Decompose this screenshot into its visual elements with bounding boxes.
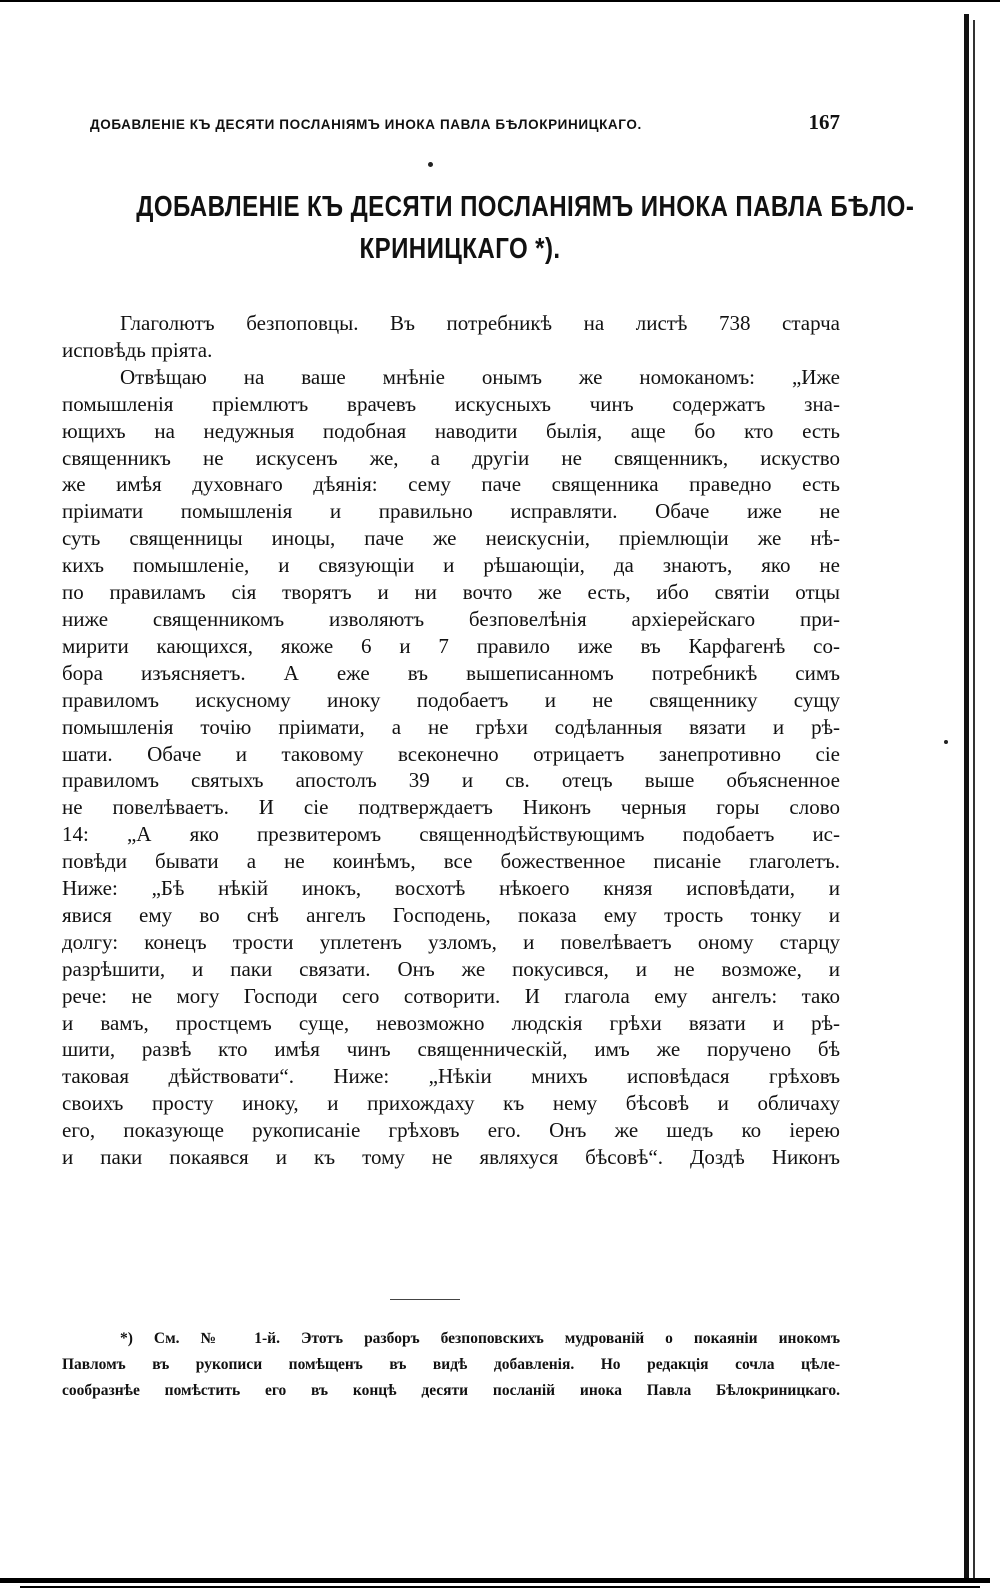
scan-edge-right-inner (973, 20, 975, 1580)
text-line: повѣди бывати а не коинѣмъ, все божественное писаніе глаголетъ. (62, 849, 840, 874)
text-line: Отвѣщаю на ваше мнѣніе онымъ же номоканомъ: „Иже (120, 364, 840, 389)
running-head-title: ДОБАВЛЕНІЕ КЪ ДЕСЯТИ ПОСЛАНІЯМЪ ИНОКА ПАВЛА БѢЛОКРИНИЦКАГО. (90, 117, 642, 132)
footnote-line: сообразнѣе помѣстить его въ концѣ десяти посланій инока Павла Бѣлокриницкаго. (62, 1382, 840, 1399)
text-line: и паки покаявся и къ тому не являхуся бѣсовѣ“. Доздѣ Никонъ (62, 1145, 840, 1170)
text-line: рече: не могу Господи сего сотворити. И глагола ему ангелъ: тако (62, 983, 840, 1008)
text-line: Глаголютъ безпоповцы. Въ потребникѣ на листѣ 738 старча (120, 311, 840, 335)
text-line: помышленія пріемлютъ врачевъ искусныхъ чинъ содержатъ зна- (62, 391, 840, 416)
text-line: исповѣдь пріята. (62, 337, 213, 362)
text-line: бора изъясняетъ. А еже въ вышеписанномъ потребникѣ симъ (62, 660, 840, 685)
text-line: явися ему во снѣ ангелъ Господень, показа ему трость тонку и (62, 902, 840, 927)
text-line: Ниже: „Бѣ нѣкій инокъ, восхотѣ нѣкоего князя исповѣдати, и (62, 876, 840, 901)
text-line: правиломъ святыхъ апостолъ 39 и св. отецъ выше объясненное (62, 768, 840, 793)
scan-edge-bottom-inner (20, 1586, 980, 1588)
text-line: таковая дѣйствовати“. Ниже: „Нѣкіи мнихъ исповѣдася грѣховъ (62, 1064, 840, 1089)
text-line: своихъ просту иноку, и прихождаху къ нему бѣсовѣ и обличаху (62, 1091, 840, 1116)
text-line: его, показующе рукописаніе грѣховъ его. Онъ же шедъ ко іерею (62, 1118, 840, 1143)
footnote-line: *) См. № 1-й. Этотъ разборъ безпоповскихъ мудрованій о покаяніи инокомъ (120, 1330, 840, 1347)
footnote-line: Павломъ въ рукописи помѣщенъ въ видѣ добавленія. Но редакція сочла цѣле- (62, 1356, 840, 1373)
text-line: 14: „А яко презвитеромъ священнодѣйствующимъ подобаетъ ис- (62, 822, 840, 847)
page-number: 167 (808, 110, 840, 134)
text-line: шати. Обаче и таковому всеконечно отрицаетъ занепротивно сіе (62, 741, 840, 766)
text-line: разрѣшити, и паки связати. Онъ же покусився, и не возможе, и (62, 956, 840, 981)
title-line: ДОБАВЛЕНІЕ КЪ ДЕСЯТИ ПОСЛАНІЯМЪ ИНОКА ПАВЛА БѢЛО- (136, 191, 915, 223)
text-line: мирити кающихся, якоже 6 и 7 правило иже въ Карфагенѣ со- (62, 633, 840, 658)
text-line: же имѣя духовнаго дѣянія: сему паче священника праведно есть (62, 472, 840, 497)
footnote-rule (390, 1299, 460, 1300)
text-line: кихъ помышленіе, и связующіи и рѣшающіи, да знаютъ, яко не (62, 553, 840, 578)
title-line: КРИНИЦКАГО *). (359, 233, 561, 265)
scan-edge-bottom (0, 1578, 990, 1583)
article-title (136, 186, 915, 270)
scan-speck (944, 740, 948, 744)
text-line: долгу: конецъ трости уплетенъ узломъ, и повелѣваетъ оному старцу (62, 929, 840, 954)
scan-speck (428, 162, 433, 167)
text-line: правиломъ искусному иноку подобаетъ и не священнику сущу (62, 687, 840, 712)
text-line: ниже священникомъ изволяютъ безповелѣнія архіерейскаго при- (62, 606, 840, 631)
text-line: суть священницы иноцы, паче же неискусніи, пріемлющіи же нѣ- (62, 526, 840, 551)
footnote (62, 1326, 840, 1404)
text-line: по правиламъ сія творятъ и ни вочто же есть, ибо святіи отцы (62, 580, 840, 605)
text-line: пріимати помышленія и правильно исправляти. Обаче иже не (62, 499, 840, 524)
scan-edge-top (0, 0, 1000, 2)
text-line: священникъ не искусенъ же, а другіи не священникъ, искуство (62, 445, 840, 470)
text-line: и вамъ, простцемъ суще, невозможно людскія грѣхи вязати и рѣ- (62, 1010, 840, 1035)
body-text (62, 310, 840, 1171)
text-line: помышленія точію пріимати, а не грѣхи содѣланныя вязати и рѣ- (62, 714, 840, 739)
scan-edge-right (964, 14, 969, 1580)
text-line: не повелѣваетъ. И сіе подтверждаетъ Никонъ черныя горы слово (62, 795, 840, 820)
text-line: шити, развѣ кто имѣя чинъ священническій, имъ же поручено бѣ (62, 1037, 840, 1062)
running-head (90, 110, 840, 135)
text-line: ющихъ на недужныя подобная наводити былія, аще бо кто есть (62, 418, 840, 443)
